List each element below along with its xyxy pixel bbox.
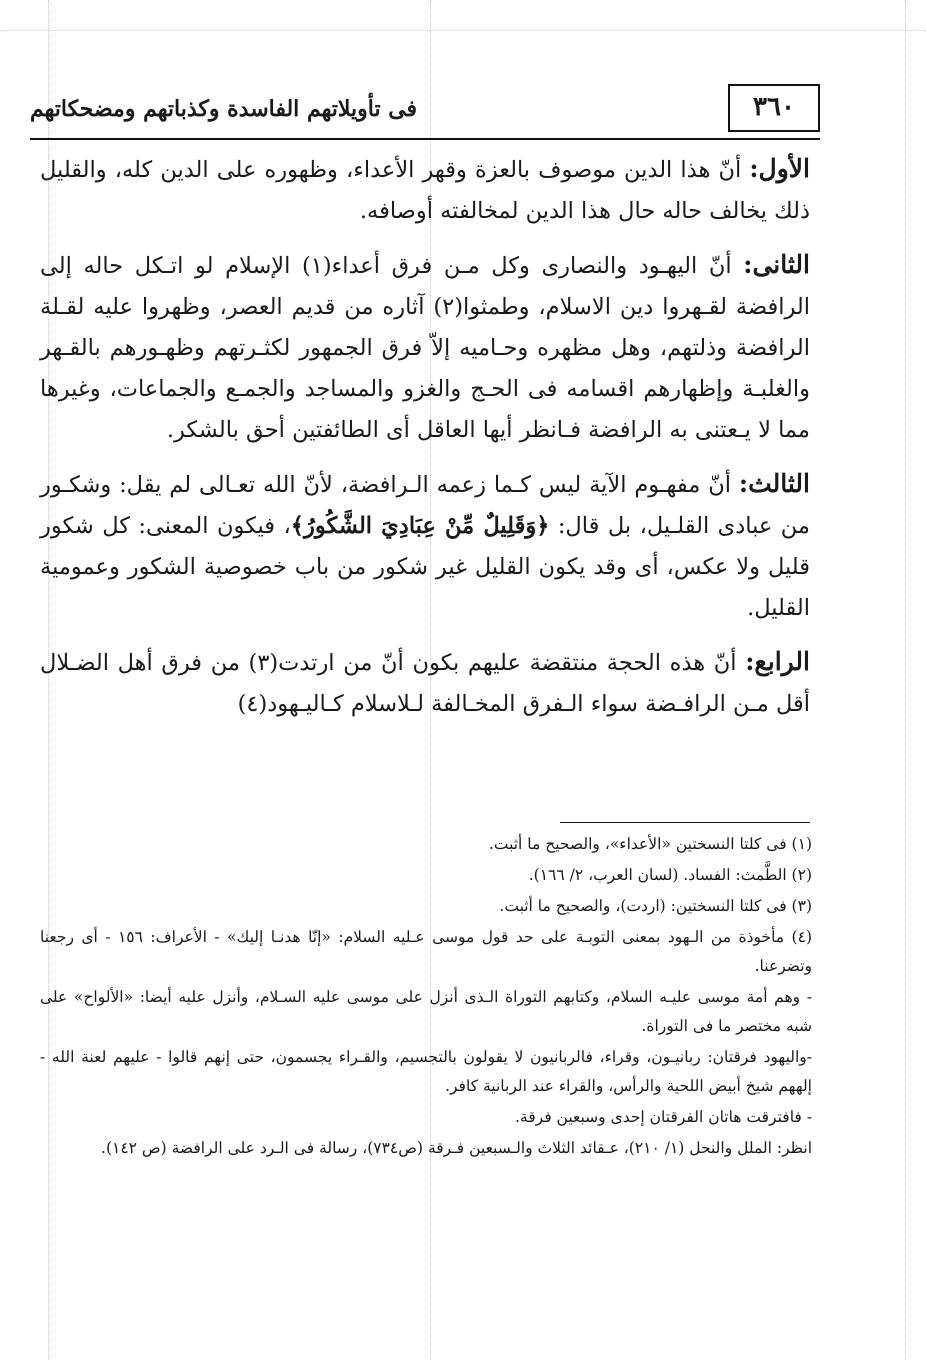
paragraph-lead: الثانى: <box>743 250 810 279</box>
paragraph-text: أنّ اليهـود والنصارى وكل مـن فرق أعداء(١) الإسلام لو اتـكل حاله إلى الرافضة لقـهروا دين الاسلام، وطمثوا(٢) آثاره من قديم العصر، وظهروا عليه لقـلة الرافضة وذلتهم، وهل مظهره وحـاميه إلاّ فرق الجمهور لكثـرتهم وظهـورهم بالقـهر والغلبـة وإظهارهم اقسامه فى الحـج والغزو والمساجد والجمـع والجماعات، وغيرها مما لا يـعتنى به الرافضة فـانظر أيها العاقل أى الطائفتين أحق بالشكر. <box>40 253 810 443</box>
footnote-1: (١) فى كلتا النسختين «الأعداء»، والصحيح ما أثبت. <box>488 835 812 853</box>
paragraph-lead: الرابع: <box>745 647 810 676</box>
paragraph-fourth <box>40 641 810 725</box>
footnote-4-continued: - فافترقت هاتان الفرقتان إحدى وسبعين فرقة. <box>515 1108 812 1126</box>
paragraph-text: ، فيكون المعنى: كل شكور قليل ولا عكس، أى وقد يكون القليل غير شكور من باب خصوصية الشكور وعمومية القليل. <box>40 513 810 621</box>
paragraph-lead: الثالث: <box>738 469 810 498</box>
footnote-4-continued: -واليهود فرقتان: ربانيـون، وقراء، فالربانيون لا يقولون بالتجسيم، والقـراء يجسمون، حتى إنهم قالوا - عليهم لعنة الله - إلههم شيخ أبيض اللحية والرأس، والقراء عند الربانية كافر. <box>40 1048 812 1095</box>
main-text <box>40 148 810 737</box>
paragraph-lead: الأول: <box>749 154 810 183</box>
scan-guide-line <box>0 30 926 32</box>
paragraph-third <box>40 463 810 629</box>
scan-guide-line <box>905 0 907 1360</box>
paragraph-text: أنّ مفهـوم الآية ليس كـما زعمه الـرافضة، لأنّ الله تعـالى لم يقل: وشكـور من عبادى القلـيل، بل قال: <box>40 472 810 539</box>
footnote-3: (٣) فى كلتا النسختين: (اردت)، والصحيح ما أثبت. <box>499 897 812 915</box>
header-rule <box>30 138 820 140</box>
footnote-4-references: انظر: الملل والنحل (١/ ٢١٠)، عـقائد الثلاث والـسبعين فـرقة (ص٧٣٤)، رسالة فى الـرد على الرافضة (ص ١٤٢). <box>101 1139 812 1157</box>
footnote-4: (٤) مأخوذة من الـهود بمعنى التوبـة على حد قول موسى عـليه السلام: «إنّا هدنـا إليك» - الأعراف: ١٥٦ - أى رجعنا وتضرعنا. <box>40 928 812 975</box>
running-title: فى تأويلاتهم الفاسدة وكذباتهم ومضحكاتهم <box>30 96 418 122</box>
paragraph-text: أنّ هذا الدين موصوف بالعزة وقهر الأعداء، وظهوره على الدين كله، والقليل ذلك يخالف حاله حال هذا الدين لمخالفته أوصافه. <box>40 157 810 224</box>
footnote-rule <box>560 822 810 823</box>
quran-verse: ﴿وَقَلِيلٌ مِّنْ عِبَادِيَ الشَّكُورُ﴾ <box>290 513 550 539</box>
paragraph-second <box>40 244 810 451</box>
footnote-2: (٢) الطَّمث: الفساد. (لسان العرب، ٢/ ١٦٦). <box>528 866 812 884</box>
paragraph-first <box>40 148 810 232</box>
paragraph-text: أنّ هذه الحجة منتقضة عليهم بكون أنّ من ارتدت(٣) من فرق أهل الضـلال أقل مـن الرافـضة سواء الـفرق المخـالفة لـلاسلام كـاليـهود(٤) <box>40 650 810 717</box>
footnote-4-continued: - وهم أمة موسى عليـه السلام، وكتابهم التوراة الـذى أنزل على موسى عليه السـلام، وأنزل عليه أيضا: «الألواح» على شبه مختصر ما فى التوراة. <box>40 988 812 1035</box>
page-header <box>30 84 820 134</box>
page-number: ٣٦٠ <box>728 84 820 132</box>
footnotes <box>40 830 812 1165</box>
